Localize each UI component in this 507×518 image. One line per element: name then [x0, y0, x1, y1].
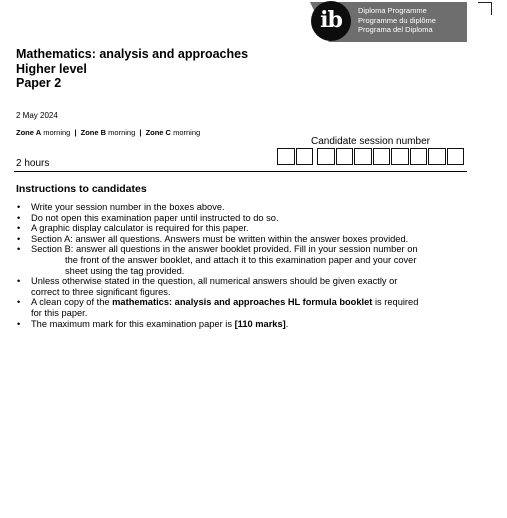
- crop-mark: [491, 2, 492, 15]
- zone-time: morning: [173, 128, 201, 137]
- level-title: Higher level: [16, 61, 87, 76]
- instructions-heading: Instructions to candidates: [16, 183, 147, 195]
- instruction-text: is required: [372, 297, 419, 308]
- session-number-box[interactable]: [410, 148, 428, 165]
- zone-label: Zone B: [80, 128, 107, 137]
- session-number-box[interactable]: [296, 148, 314, 165]
- crop-mark: [478, 2, 492, 3]
- session-number-box[interactable]: [391, 148, 409, 165]
- instruction-item: [16, 276, 471, 297]
- instruction-continuation: sheet using the tag provided.: [65, 265, 185, 276]
- instruction-item: [16, 234, 471, 245]
- instruction-item: [16, 244, 471, 276]
- instruction-continuation: correct to three significant figures.: [31, 286, 171, 297]
- exam-duration: 2 hours: [16, 158, 50, 169]
- zone-times: [16, 128, 200, 137]
- instruction-item: [16, 297, 471, 318]
- instruction-text: A graphic display calculator is required for this paper.: [31, 223, 249, 234]
- exam-date: 2 May 2024: [16, 111, 58, 120]
- instruction-item: [16, 213, 471, 224]
- session-number-box[interactable]: [373, 148, 391, 165]
- candidate-session-number-boxes: [277, 148, 465, 165]
- divider: [14, 171, 467, 172]
- paper-number: Paper 2: [16, 76, 62, 90]
- instruction-item: [16, 319, 471, 330]
- instructions-list: [16, 202, 471, 329]
- instruction-text: Do not open this examination paper until instructed to do so.: [31, 212, 279, 223]
- session-number-box[interactable]: [428, 148, 446, 165]
- programme-name-es: Programa del Diploma: [358, 25, 433, 34]
- instruction-text: Write your session number in the boxes above.: [31, 202, 225, 212]
- instruction-text: A clean copy of the: [31, 297, 113, 308]
- session-number-box[interactable]: [336, 148, 354, 165]
- session-number-box[interactable]: [277, 148, 295, 165]
- instruction-item: [16, 202, 471, 213]
- instruction-continuation: the front of the answer booklet, and attach it to this examination paper and your cover: [65, 254, 417, 265]
- programme-name-fr: Programme du diplôme: [358, 15, 436, 25]
- instruction-text: The maximum mark for this examination paper is: [31, 318, 235, 329]
- instruction-continuation: for this paper.: [31, 307, 88, 318]
- max-marks: [110 marks]: [234, 318, 286, 329]
- instruction-item: [16, 223, 471, 234]
- instruction-text: .: [285, 318, 289, 329]
- instruction-text: Unless otherwise stated in the question, all numerical answers should be given exactly or: [31, 276, 398, 287]
- zone-label: Zone A: [16, 128, 42, 137]
- separator: |: [74, 128, 77, 137]
- formula-booklet-title: mathematics: analysis and approaches HL formula booklet: [112, 297, 373, 308]
- instruction-text: Section A: answer all questions. Answers must be written within the answer boxes provided.: [31, 233, 409, 244]
- zone-label: Zone C: [145, 128, 171, 137]
- programme-name-en: Diploma Programme: [358, 6, 427, 15]
- ib-logo: ib: [311, 1, 351, 41]
- zone-time: morning: [43, 128, 71, 137]
- candidate-session-number-label: Candidate session number: [311, 136, 430, 147]
- session-number-box[interactable]: [354, 148, 372, 165]
- paper-title: [16, 47, 248, 91]
- subject-title: Mathematics: analysis and approaches: [16, 47, 249, 61]
- programme-names: [358, 6, 466, 35]
- zone-time: morning: [108, 128, 136, 137]
- session-number-box[interactable]: [317, 148, 335, 165]
- session-number-box[interactable]: [447, 148, 465, 165]
- separator: |: [139, 128, 142, 137]
- instruction-text: Section B: answer all questions in the answer booklet provided. Fill in your session number on: [31, 244, 418, 255]
